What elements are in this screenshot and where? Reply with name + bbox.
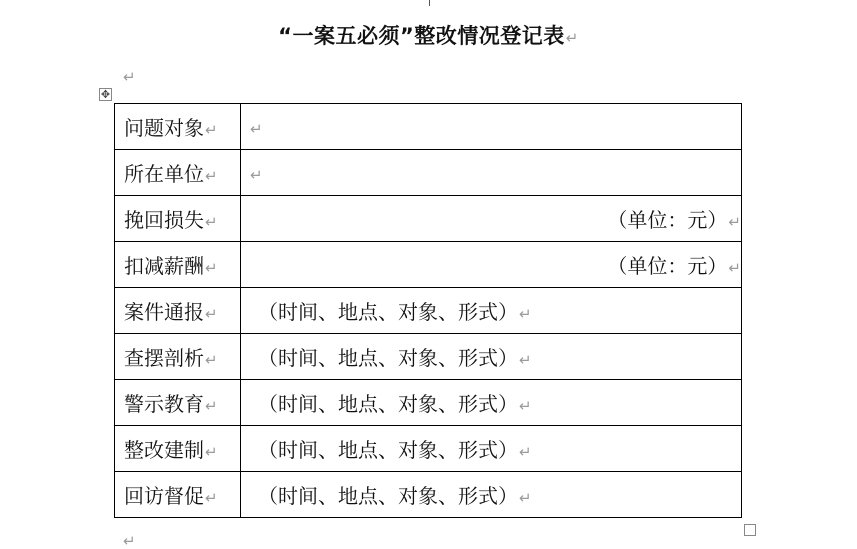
row-value-cell[interactable] — [241, 242, 742, 288]
row-label: 整改建制 — [124, 438, 204, 462]
paragraph-mark-icon: ↵ — [205, 259, 218, 277]
row-label: 回访督促 — [124, 484, 204, 508]
table-row — [115, 334, 742, 380]
table-resize-handle[interactable] — [744, 524, 756, 536]
row-value-cell[interactable] — [241, 104, 742, 150]
paragraph-mark-icon: ↵ — [519, 397, 532, 415]
row-value-cell[interactable] — [241, 288, 742, 334]
row-label: 扣减薪酬 — [124, 254, 204, 278]
table-row — [115, 288, 742, 334]
row-label: 所在单位 — [124, 162, 204, 186]
row-label-cell[interactable] — [115, 472, 241, 518]
document-title — [0, 20, 857, 50]
row-label-cell[interactable] — [115, 104, 241, 150]
paragraph-mark-icon: ↵ — [519, 443, 532, 461]
table-row — [115, 242, 742, 288]
paragraph-mark-icon: ↵ — [728, 259, 741, 277]
table-row — [115, 472, 742, 518]
paragraph-mark-icon: ↵ — [205, 351, 218, 369]
table-row — [115, 196, 742, 242]
paragraph-mark-icon: ↵ — [205, 305, 218, 323]
document-title-text: “一案五必须”整改情况登记表 — [278, 24, 565, 48]
row-label: 案件通报 — [124, 300, 204, 324]
paragraph-mark-icon: ↵ — [250, 165, 263, 184]
row-label-cell[interactable] — [115, 334, 241, 380]
row-value: （时间、地点、对象、形式） — [258, 484, 518, 508]
paragraph-mark-icon: ↵ — [123, 532, 136, 549]
row-label: 挽回损失 — [124, 208, 204, 232]
page-top-marker — [429, 0, 430, 6]
paragraph-mark-icon: ↵ — [205, 213, 218, 231]
paragraph-mark-icon: ↵ — [205, 489, 218, 507]
row-value: （时间、地点、对象、形式） — [258, 438, 518, 462]
row-label-cell[interactable] — [115, 426, 241, 472]
row-value-cell[interactable] — [241, 472, 742, 518]
paragraph-mark-icon: ↵ — [205, 397, 218, 415]
paragraph-mark-icon: ↵ — [565, 29, 579, 47]
row-label-cell[interactable] — [115, 150, 241, 196]
row-value: （时间、地点、对象、形式） — [258, 346, 518, 370]
paragraph-mark-icon: ↵ — [205, 167, 218, 185]
row-value-cell[interactable] — [241, 334, 742, 380]
table-row — [115, 426, 742, 472]
row-label: 警示教育 — [124, 392, 204, 416]
table-move-handle-icon[interactable]: ✥ — [100, 88, 111, 101]
row-value-cell[interactable] — [241, 196, 742, 242]
row-value-cell[interactable] — [241, 426, 742, 472]
row-label-cell[interactable] — [115, 242, 241, 288]
row-value: （单位：元） — [607, 208, 728, 232]
paragraph-mark-icon: ↵ — [123, 68, 136, 86]
row-label: 问题对象 — [124, 116, 204, 140]
paragraph-mark-icon: ↵ — [519, 305, 532, 323]
paragraph-mark-icon: ↵ — [250, 119, 263, 138]
table-row — [115, 380, 742, 426]
row-label: 查摆剖析 — [124, 346, 204, 370]
row-value-cell[interactable] — [241, 380, 742, 426]
table-row — [115, 104, 742, 150]
paragraph-mark-icon: ↵ — [205, 121, 218, 139]
paragraph-mark-icon: ↵ — [519, 489, 532, 507]
row-label-cell[interactable] — [115, 380, 241, 426]
row-value: （单位：元） — [607, 254, 728, 278]
paragraph-mark-icon: ↵ — [728, 213, 741, 231]
paragraph-mark-icon: ↵ — [519, 351, 532, 369]
table-row — [115, 150, 742, 196]
row-value: （时间、地点、对象、形式） — [258, 392, 518, 416]
row-label-cell[interactable] — [115, 288, 241, 334]
paragraph-mark-icon: ↵ — [205, 443, 218, 461]
row-value-cell[interactable] — [241, 150, 742, 196]
registration-table — [114, 103, 742, 518]
row-value: （时间、地点、对象、形式） — [258, 300, 518, 324]
row-label-cell[interactable] — [115, 196, 241, 242]
